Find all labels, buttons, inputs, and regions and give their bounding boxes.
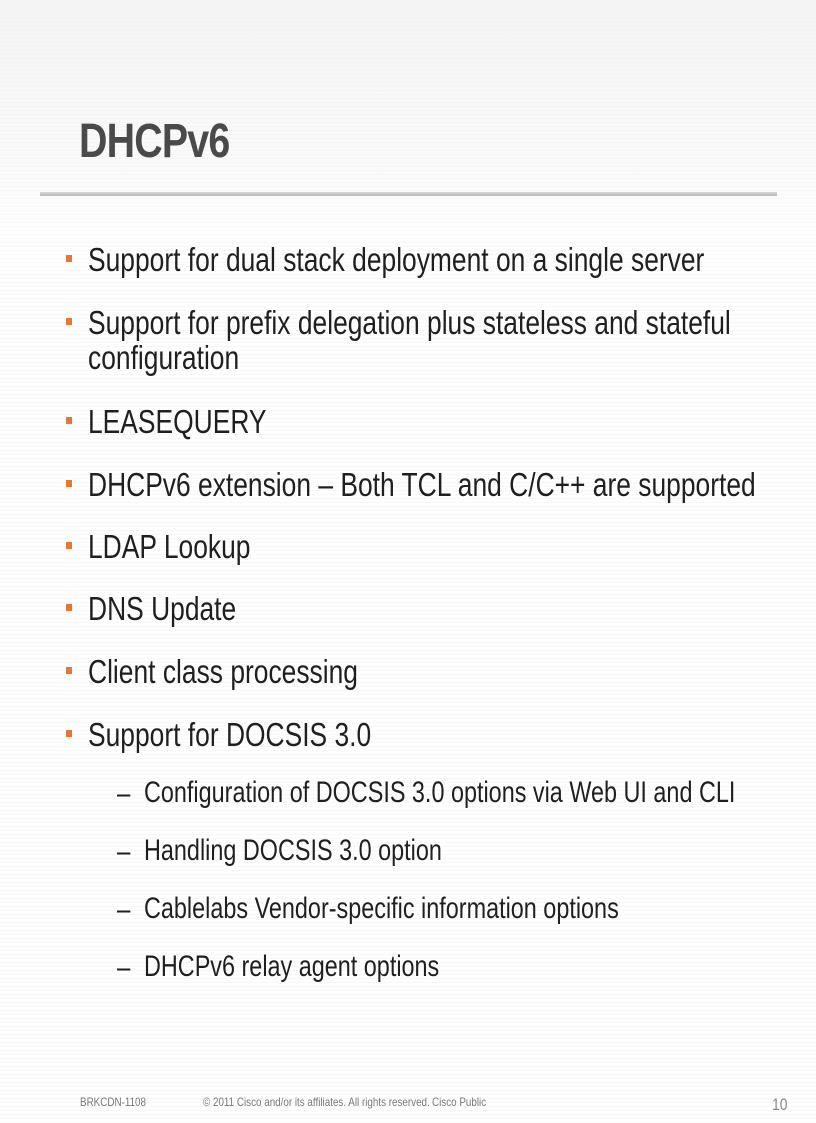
square-bullet-icon [66,604,72,611]
bullet-text: DHCPv6 extension – Both TCL and C/C++ are supported [88,466,756,503]
bullet-text-line-1: Support for prefix delegation plus stateless and stateful [88,304,731,341]
bullet-text: Support for DOCSIS 3.0 [88,716,372,753]
square-bullet-icon [66,417,72,424]
square-bullet-icon [66,542,72,549]
title-divider [40,192,777,196]
dash-bullet-icon: – [117,777,131,810]
footer-copyright: © 2011 Cisco and/or its affiliates. All rights reserved. [203,1095,430,1109]
bullet-text: Support for dual stack deployment on a single server [88,241,705,278]
footer-session-code: BRKCDN-1108 [80,1095,146,1109]
square-bullet-icon [66,255,72,262]
square-bullet-icon [66,667,72,674]
sub-bullet-text: Cablelabs Vendor-specific information options [144,892,619,925]
square-bullet-icon [66,730,72,737]
square-bullet-icon [66,318,72,325]
dash-bullet-icon: – [117,835,131,868]
bullet-text: LDAP Lookup [88,528,251,565]
footer-classification: Cisco Public [432,1095,487,1109]
bullet-text-line-2: configuration [88,339,240,376]
bullet-text: DNS Update [88,590,237,627]
sub-bullet-text: Handling DOCSIS 3.0 option [144,834,442,867]
bullet-text: LEASEQUERY [88,403,267,440]
square-bullet-icon [66,480,72,487]
dash-bullet-icon: – [117,893,131,926]
dash-bullet-icon: – [117,951,131,984]
page-number: 10 [772,1095,788,1114]
sub-bullet-text: Configuration of DOCSIS 3.0 options via Web UI and CLI [144,776,736,809]
bullet-text: Client class processing [88,653,358,690]
slide-title: DHCPv6 [79,115,230,168]
sub-bullet-text: DHCPv6 relay agent options [144,950,440,983]
